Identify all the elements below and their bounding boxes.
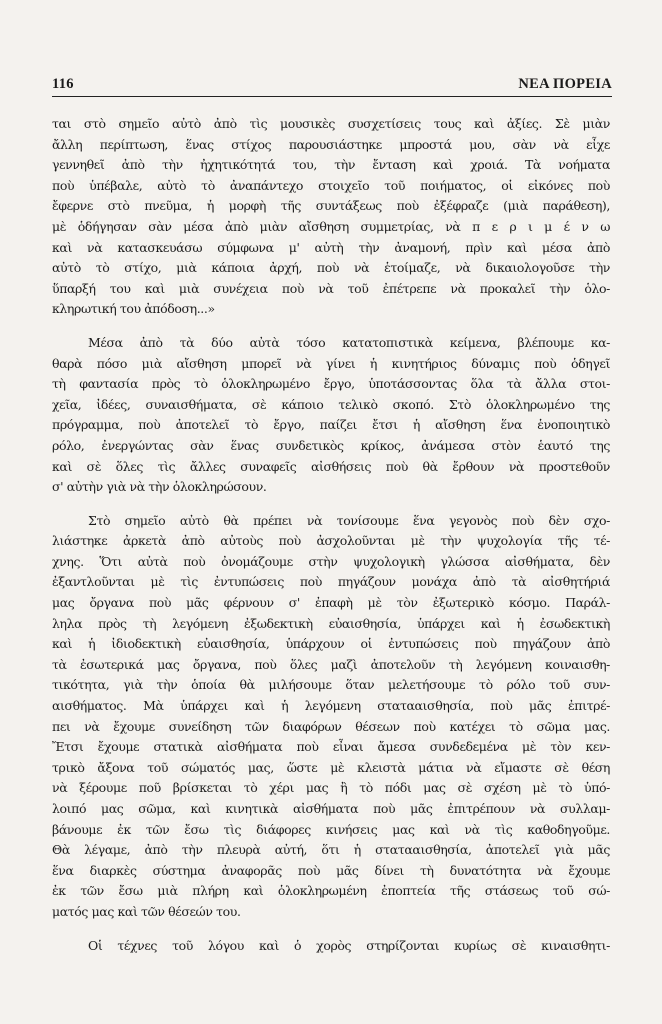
paragraph xyxy=(52,333,610,498)
text-line: ται στὸ σημεῖο αὐτὸ ἀπὸ τὶς μουσικὲς συσχετίσεις τους καὶ ἀξίες. Σὲ μιὰν xyxy=(52,116,610,131)
text-line: ἐκ τῶν ἔσω μιὰ πλήρη καὶ ὁλοκληρωμένη ἐποπτεία τῆς στάσεως τοῦ σώ- xyxy=(52,883,610,899)
text-line: ληλα πρὸς τὴ λεγόμενη ἐξωδεκτικὴ εὐαισθησία, ὑπάρχει καὶ ἡ ἐσωδεκτικὴ xyxy=(52,615,610,631)
paragraph xyxy=(52,511,610,923)
text-line: βάνουμε ἐκ τῶν ἔσω τὶς διάφορες κινήσεις μας καὶ νὰ τὶς καθοδηγοῦμε. xyxy=(52,821,610,837)
text-line: καὶ σὲ ὅλες τὶς ἄλλες συναφεῖς αἰσθήσεις ποὺ θὰ ἔρθουν νὰ προστεθοῦν xyxy=(52,458,610,474)
text-line: Ἔτσι ἔχουμε στατικὰ αἰσθήματα ποὺ εἶναι ἄμεσα συνδεδεμένα μὲ τὸν κεν- xyxy=(52,739,610,755)
page-number: 116 xyxy=(52,76,74,92)
text-line: ἐξαντλοῦνται μὲ τὶς ἐντυπώσεις ποὺ πηγάζουν μονάχα ἀπὸ τὰ αἰσθητήριά xyxy=(52,574,610,590)
text-line: ματός μας καὶ τῶν θέσεών του. xyxy=(52,903,241,919)
text-line: τικότητα, γιὰ τὴν ὁποία θὰ μιλήσουμε ὅταν μελετήσουμε τὸ ρόλο τοῦ συν- xyxy=(52,677,610,693)
text-line: νὰ ξέρουμε ποῦ βρίσκεται τὸ χέρι μας ἢ τὸ πόδι μας σὲ σχέση μὲ τὸ ὑπό- xyxy=(52,780,610,796)
text-line: λοιπό μας σῶμα, καὶ κινητικὰ αἰσθήματα ποὺ μᾶς ἐπιτρέπουν νὰ συλλαμ- xyxy=(52,801,610,816)
text-line: καὶ ἡ ἰδιοδεκτικὴ εὐαισθησία, ὑπάρχουν οἱ ἐντυπώσεις ποὺ πηγάζουν ἀπὸ xyxy=(52,636,610,652)
text-line: χεῖα, ἰδέες, συναισθήματα, σὲ κάποιο τελικὸ σκοπό. Στὸ ὁλοκληρωμένο της xyxy=(52,396,610,412)
text-line: πρόγραμμα, ποὺ ἀποτελεῖ τὸ ἔργο, παίζει ἔτσι ἡ αἴσθηση ἕνα ἑνοποιητικὸ xyxy=(52,417,610,433)
page-header xyxy=(52,76,612,97)
text-line: αὐτὸ τὸ στίχο, μιὰ κάποια ἀρχή, ποὺ νὰ ἑτοίμαζε, νὰ δικαιολογοῦσε τὴν xyxy=(52,260,610,276)
text-line: Οἱ τέχνες τοῦ λόγου καὶ ὁ χορὸς στηρίζονται κυρίως σὲ κιναισθητι- xyxy=(88,937,610,953)
paragraph xyxy=(52,114,610,320)
text-line: Μέσα ἀπὸ τὰ δύο αὐτὰ τόσο κατατοπιστικὰ κείμενα, βλέπουμε κα- xyxy=(88,334,610,350)
text-line: ἕνα διαρκὲς σύστημα ἀναφορᾶς ποὺ μᾶς δίνει τὴ δυνατότητα νὰ ἔχουμε xyxy=(52,862,610,878)
text-line: Θὰ λέγαμε, ἀπὸ τὴν πλευρὰ αὐτή, ὅτι ἡ στατααισθησία, ἀποτελεῖ γιὰ μᾶς xyxy=(52,842,610,858)
text-line: γεννηθεῖ ἀπὸ τὴν ἠχητικότητά του, τὴν ἔνταση καὶ χροιά. Τὰ νοήματα xyxy=(52,157,610,173)
text-line: Στὸ σημεῖο αὐτὸ θὰ πρέπει νὰ τονίσουμε ἕνα γεγονὸς ποὺ δὲν σχο- xyxy=(88,512,610,528)
text-line: ρόλο, ἐνεργώντας σὰν ἕνας συνδετικὸς κρίκος, ἀνάμεσα στὸν ἑαυτό της xyxy=(52,437,610,453)
text-line: σ' αὐτὴν γιὰ νὰ τὴν ὁλοκληρώσουν. xyxy=(52,479,267,495)
paragraph xyxy=(52,936,610,957)
text-line: αισθήματος. Μὰ ὑπάρχει καὶ ἡ λεγόμενη στατααισθησία, ποὺ μᾶς ἐπιτρέ- xyxy=(52,698,610,714)
text-line: μὲ ὁδήγησαν σὰν μέσα ἀπὸ μιὰν αἴσθηση συμμετρίας, νὰ π ε ρ ι μ έ ν ω xyxy=(52,218,610,234)
text-line: τὰ ἐσωτερικά μας ὄργανα, ποὺ ὅλες μαζὶ ἀποτελοῦν τὴ λεγόμενη κοιναισθη- xyxy=(52,656,610,672)
text-line: κληρωτική του ἀπόδοση...» xyxy=(52,301,215,317)
text-line: καὶ νὰ κατασκευάσω σύμφωνα μ' αὐτὴ τὴν ἀναμονή, πρὶν καὶ μέσα ἀπὸ xyxy=(52,239,610,255)
text-line: ἔφερνε στὸ πνεῦμα, ἡ μορφὴ τῆς συντάξεως ποὺ ἐξέφραζε (μιὰ παράθεση), xyxy=(52,198,610,214)
text-line: πει νὰ ἔχουμε συνείδηση τῶν διαφόρων θέσεων ποὺ κατέχει τὸ σῶμα μας. xyxy=(52,718,610,734)
text-line: ἄλλη περίπτωση, ἕνας στίχος παρουσιάστηκε μπροστά μου, σὰν νὰ εἶχε xyxy=(52,136,610,152)
text-line: θαρὰ πόσο μιὰ αἴσθηση μπορεῖ νὰ γίνει ἡ κινητήριος δύναμις ποὺ ὁδηγεῖ xyxy=(52,355,610,371)
text-line: ποὺ ὑπέβαλε, αὐτὸ τὸ ἀναπάντεχο στοιχεῖο τοῦ ποιήματος, οἱ εἰκόνες ποὺ xyxy=(52,177,610,193)
text-line: χνης. Ὅτι αὐτὰ ποὺ ὀνομάζουμε στὴν ψυχολογικὴ γλώσσα αἰσθήματα, δὲν xyxy=(52,553,610,569)
text-line: τρικὸ ἄξονα τοῦ σώματός μας, ὥστε μὲ κλειστὰ μάτια νὰ εἴμαστε σὲ θέση xyxy=(52,759,610,775)
running-title: ΝΕΑ ΠΟΡΕΙΑ xyxy=(518,76,612,92)
text-line: λιάστηκε ἀρκετὰ ἀπὸ αὐτοὺς ποὺ ἀσχολοῦνται μὲ τὴν ψυχολογία τῆς τέ- xyxy=(52,533,610,549)
text-line: μας ὄργανα ποὺ μᾶς φέρνουν σ' ἐπαφὴ μὲ τὸν ἐξωτερικὸ κόσμο. Παράλ- xyxy=(52,595,610,611)
text-line: τὴ φαντασία πρὸς τὸ ὁλοκληρωμένο ἔργο, ὑποτάσσοντας ὅλα τὰ ἄλλα στοι- xyxy=(52,376,610,392)
body-text xyxy=(52,114,610,956)
text-line: ὕπαρξή του καὶ μιὰ συνέχεια ποὺ νὰ τοῦ ἐπέτρεπε νὰ προκαλεῖ τὴν ὁλο- xyxy=(52,280,610,296)
